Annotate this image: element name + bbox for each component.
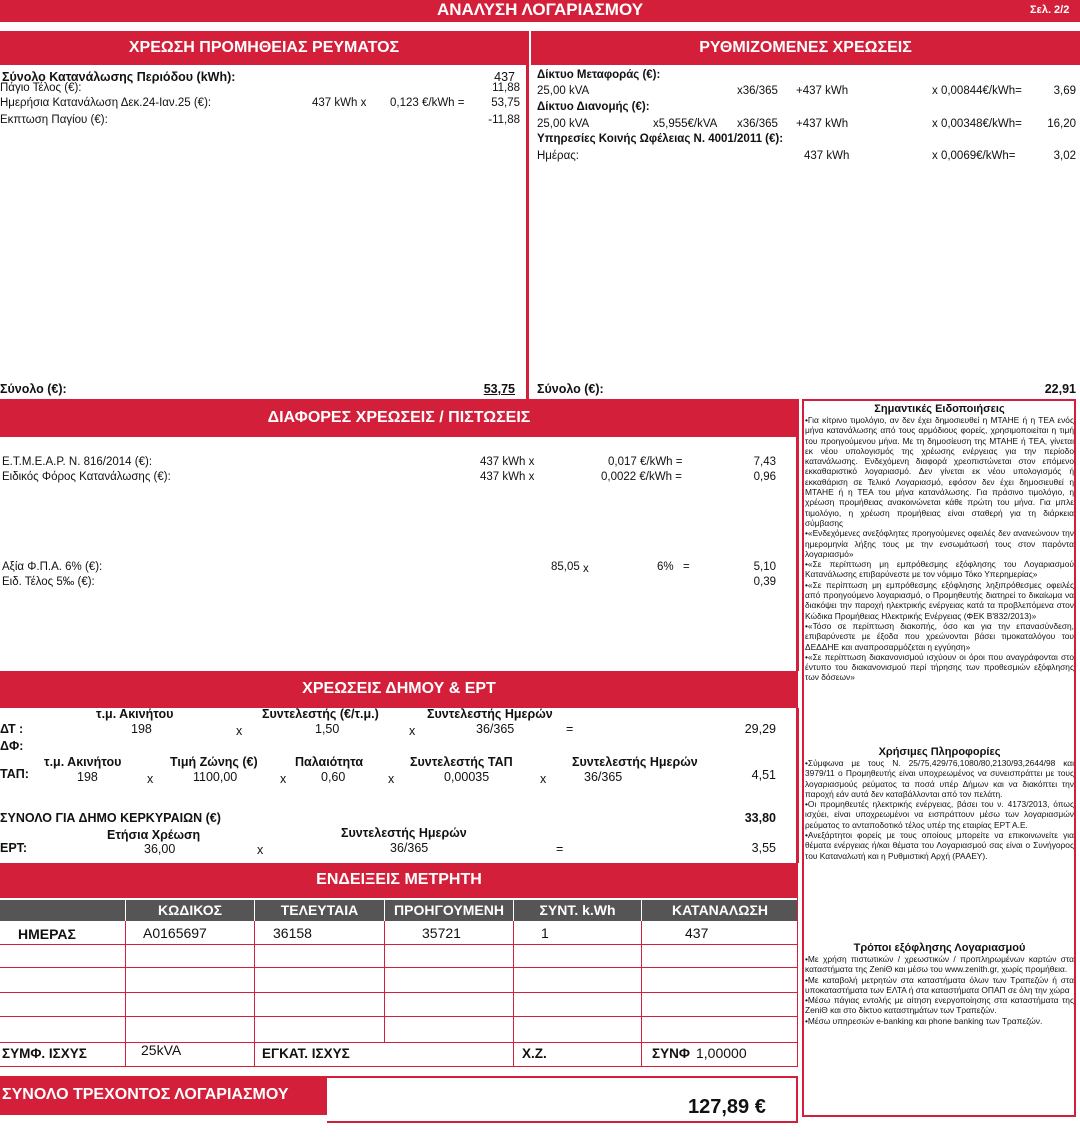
public-value: 3,02 (1053, 150, 1076, 162)
consumption-tax-kwh: 437 kWh x (480, 471, 535, 483)
df-label: ΔΦ: (0, 739, 24, 753)
discount-label: Εκπτωση Παγίου (€): (0, 114, 108, 126)
tap-coef: 0,00035 (444, 770, 490, 784)
distribution-kwh: +437 kWh (796, 118, 849, 130)
dt-value: 29,29 (744, 722, 776, 736)
notice-paragraph: •«Τόσο σε περίπτωση διακοπής, όσο και για την επανασύνδεση, επιβαρύνεστε με έξοδα που χρεώνονται βάσει τιμοκαταλόγου του ΔΕΔΔΗΕ και αναπροσαρμόζεται η εγγύηση» (805, 620, 1074, 652)
synf-value: 1,00000 (696, 1045, 747, 1061)
notice-paragraph: •«Σε περίπτωση μη εμπρόθεσμης εξόφλησης του Λογαριασμού Κατανάλωσης επιβαρύνεστε με τον νόμιμο Τόκο Υπερημερίας» (805, 559, 1074, 580)
supply-right-border (526, 31, 529, 399)
consumption-tax-rate: 0,0022 €/kWh = (601, 471, 682, 483)
meter-col-line-3 (384, 921, 385, 1042)
useful-information-title: Χρήσιμες Πληροφορίες (878, 746, 1001, 758)
municipal-right-border (796, 708, 799, 863)
dt-days-header: Συντελεστής Ημερών (427, 707, 553, 721)
daily-rate: 0,123 €/kWh = (390, 97, 465, 109)
distribution-value: 16,20 (1047, 118, 1076, 130)
distribution-days: x36/365 (737, 118, 778, 130)
misc-right-border (796, 399, 799, 671)
distribution-label: Δίκτυο Διανομής (€): (537, 101, 650, 113)
dt-equals: = (566, 722, 574, 736)
tap-x3: x (388, 772, 395, 786)
special-fee-label: Ειδ. Τέλος 5‰ (€): (2, 576, 95, 588)
meter-last: 36158 (273, 925, 312, 941)
notice-paragraph: •«Σε περίπτωση διακανονισμού ισχύουν οι όροι που αναγράφονται στο έντυπο του διακανονισμού περί τήρησης των προθεσμιών εξόφλησης των δόσεων» (805, 651, 1074, 683)
useful-information (805, 746, 1074, 861)
ert-annual-header: Ετήσια Χρέωση (107, 828, 201, 842)
payment-paragraph: •Με καταβολή μετρητών στα καταστήματα όλων των Τραπεζών ή στα υποκαταστήματα των ΕΛΤΑ ή στα καταστήματα ΟΠΑΠ σε όλη την χώρα (805, 974, 1074, 995)
public-service-label: Υπηρεσίες Κοινής Ωφέλειας Ν. 4001/2011 (€): (537, 133, 784, 145)
ert-x: x (257, 843, 264, 857)
xz-label: Χ.Ζ. (522, 1046, 547, 1061)
vat-value: 5,10 (753, 561, 776, 573)
consumption-value: 437 (494, 70, 515, 84)
grand-total-value: 127,89 € (688, 1096, 766, 1118)
meter-col-line-6 (797, 898, 798, 1066)
tap-zone-header: Τιμή Ζώνης (€) (170, 755, 258, 769)
discount-value: -11,88 (488, 114, 520, 126)
important-notices-title: Σημαντικές Ειδοποιήσεις (874, 403, 1005, 415)
useful-paragraph: •Σύμφωνα με τους Ν. 25/75,429/76,1080/80,2130/93,2644/98 και 3979/11 ο Προμηθευτής είναι υποχρεωμένος να συνεισπράττει με τους λογαριασμούς ρεύματος τα ποσά υπέρ Δήμων και να διακόπτει την παροχή εάν αυτά δεν καταβάλλονται από τον πελάτη. (805, 758, 1074, 799)
tap-x2: x (280, 772, 287, 786)
meter-row-line-6 (0, 1066, 798, 1067)
dt-area-header: τ.μ. Ακινήτου (96, 707, 174, 721)
consumption-tax-label: Ειδικός Φόρος Κατανάλωσης (€): (2, 471, 171, 483)
meter-col-last: ΤΕΛΕΥΤΑΙΑ (255, 900, 384, 921)
meter-col-line-2 (254, 921, 255, 1066)
useful-paragraph: •Οι προμηθευτές ηλεκτρικής ενέργειας, βάσει του ν. 4173/2013, όπως ισχύει, είναι υποχρεωμένοι να εισπράττουν μέσω των λογαριασμών ρεύματος το ανταποδοτικό τέλος υπέρ της εταιρίας ΕΡΤ Α.Ε. (805, 799, 1074, 830)
meter-factor: 1 (541, 925, 549, 941)
meter-col-previous: ΠΡΟΗΓΟΥΜΕΝΗ (385, 900, 513, 921)
meter-title: ΕΝΔΕΙΞΕΙΣ ΜΕΤΡΗΤΗ (316, 871, 482, 888)
meter-col-factor: ΣΥΝΤ. k.Wh (514, 900, 641, 921)
payment-methods (805, 942, 1074, 1026)
municipality-total-label: ΣΥΝΟΛΟ ΓΙΑ ΔΗΜΟ ΚΕΡΚΥΡΑΙΩΝ (€) (0, 811, 221, 825)
ert-annual: 36,00 (144, 842, 176, 856)
consumption-tax-value: 0,96 (753, 471, 776, 483)
contract-power-label: ΣΥΜΦ. ΙΣΧΥΣ (2, 1046, 87, 1061)
payment-paragraph: •Μέσω πάγιας εντολής με αίτηση ενεργοποίησης στα καταστήματα της ZeniΘ και στο δίκτυο καταστημάτων των Τραπεζών. (805, 995, 1074, 1016)
vat-equals: = (683, 561, 690, 573)
grand-total-label: ΣΥΝΟΛΟ ΤΡΕΧΟΝΤΟΣ ΛΟΓΑΡΙΑΣΜΟΥ (2, 1086, 289, 1103)
payment-paragraph: •Μέσω υπηρεσιών e-banking και phone banking των Τραπεζών. (805, 1015, 1043, 1026)
important-notices (805, 403, 1074, 683)
etmear-label: Ε.Τ.Μ.Ε.Α.Ρ. Ν. 816/2014 (€): (2, 456, 153, 468)
dt-coef: 1,50 (315, 722, 340, 736)
tap-days-header: Συντελεστής Ημερών (572, 755, 698, 769)
dt-days: 36/365 (476, 722, 515, 736)
notice-paragraph: •Για κίτρινο τιμολόγιο, αν δεν έχει δημοσιευθεί η ΜΤΑΗΕ ή η ΤΕΑ ενός μήνα κατανάλωσης από τους αρμόδιους φορείς, χρησιμοποιείται η τιμή του προηγούμενου μήνα. Με τη δημοσίευση της ΜΤΑΗΕ ή ΤΕΑ, γίνεται εκ νέου υπολογισμός της χρέωσης ενέργειας για την περίοδο κατανάλωσης. Ενδεχόμενη διαφορά χρεοπιστώνεται στον επόμενο εκκαθαριστικό λογαριασμό. Δεν γίνεται εκ νέου υπολογισμός ή εκκαθάριση σε Τελικό Λογαριασμό, εφόσον δεν έχει δημοσιευθεί η ΜΤΑΗΕ ή η ΤΕΑ του μήνα κατανάλωσης. Για πράσινο τιμολόγιο, η χρέωση προμήθειας ανακοινώνεται κάθε πρώτη του μήνα. Για μπλε τιμολόγιο, η χρέωση προμήθειας είναι σταθερή για τη διάρκεια σύμβασης (805, 415, 1074, 528)
ert-days-header: Συντελεστής Ημερών (341, 826, 467, 840)
vat-base: 85,05 (551, 561, 580, 573)
vat-label: Αξία Φ.Π.Α. 6% (€): (2, 561, 103, 573)
dt-x1: x (236, 724, 243, 738)
regulated-total-value: 22,91 (1044, 382, 1076, 396)
etmear-rate: 0,017 €/kWh = (608, 456, 683, 468)
vat-multiply: x (583, 563, 589, 575)
meter-row-line-5 (0, 1042, 798, 1043)
meter-col-consumption: ΚΑΤΑΝΑΛΩΣΗ (642, 900, 798, 921)
etmear-value: 7,43 (753, 456, 776, 468)
distribution-rate: x 0,00348€/kWh= (932, 118, 1022, 130)
meter-code: A0165697 (143, 925, 207, 941)
supply-title: ΧΡΕΩΣΗ ΠΡΟΜΗΘΕΙΑΣ ΡΕΥΜΑΤΟΣ (128, 39, 400, 56)
municipal-title: ΧΡΕΩΣΕΙΣ ΔΗΜΟΥ & ΕΡΤ (302, 680, 496, 697)
daily-value: 53,75 (491, 97, 520, 109)
transport-kva: 25,00 kVA (537, 85, 590, 97)
distribution-factor: x5,955€/kVA (653, 118, 718, 130)
tap-days: 36/365 (584, 770, 623, 784)
tap-x4: x (540, 772, 547, 786)
ert-value: 3,55 (751, 841, 776, 855)
misc-title: ΔΙΑΦΟΡΕΣ ΧΡΕΩΣΕΙΣ / ΠΙΣΤΩΣΕΙΣ (267, 409, 531, 426)
daily-kwh: 437 kWh x (312, 97, 367, 109)
consumption-label: Σύνολο Κατανάλωσης Περιόδου (kWh): (2, 70, 236, 84)
transport-label: Δίκτυο Μεταφοράς (€): (537, 69, 661, 81)
meter-row-line-4 (0, 1016, 798, 1017)
ert-equals: = (556, 842, 564, 856)
page-number: Σελ. 2/2 (1030, 4, 1070, 16)
tap-area-header: τ.μ. Ακινήτου (44, 755, 122, 769)
public-rate: x 0,0069€/kWh= (932, 150, 1016, 162)
meter-col-line-4 (513, 921, 514, 1066)
meter-consumption: 437 (685, 925, 709, 941)
distribution-kva: 25,00 kVA (537, 118, 590, 130)
meter-col-line-5 (641, 921, 642, 1066)
meter-previous: 35721 (422, 925, 461, 941)
page-title: ΑΝΑΛΥΣΗ ΛΟΓΑΡΙΑΣΜΟΥ (436, 0, 644, 19)
ert-label: ΕΡΤ: (0, 841, 28, 855)
tap-value: 4,51 (751, 768, 776, 782)
tap-label: ΤΑΠ: (0, 767, 29, 781)
notice-paragraph: •«Σε περίπτωση μη εμπρόθεσμης εξόφλησης ληξιπρόθεσμες οφειλές από προηγούμενο λογαριασμό, ο Προμηθευτής διατηρεί το δικαίωμα να διακόψει την παροχή ηλεκτρικής ενέργειας κατά τα προβλεπόμενα στον Κώδικα Προμήθειας Ηλεκτρικής Ενέργειας (ΦΕΚ Β'832/2013)» (805, 579, 1074, 621)
supply-total-label: Σύνολο (€): (0, 382, 67, 396)
installed-power-label: ΕΓΚΑΤ. ΙΣΧΥΣ (262, 1046, 350, 1061)
payment-paragraph: •Με χρήση πιστωτικών / χρεωστικών / προπληρωμένων καρτών στα καταστήματα της ZeniΘ και μέσω του www.zenith.gr, χωρίς προμήθεια. (805, 954, 1074, 975)
special-fee-value: 0,39 (753, 576, 776, 588)
transport-value: 3,69 (1053, 85, 1076, 97)
tap-zone: 1100,00 (193, 770, 238, 784)
dt-coef-header: Συντελεστής (€/τ.μ.) (262, 707, 379, 721)
daily-consumption-label: Ημερήσια Κατανάλωση Δεκ.24-Ιαν.25 (€): (0, 97, 212, 109)
fixed-fee-value: 11,88 (492, 82, 520, 94)
meter-row-line-3 (0, 992, 798, 993)
supply-total-value: 53,75 (483, 382, 515, 396)
fixed-fee-label: Πάγιο Τέλος (€): (0, 82, 82, 94)
tap-x1: x (147, 772, 154, 786)
ert-days: 36/365 (390, 841, 429, 855)
useful-paragraph: •Ανεξάρτητοι φορείς με τους οποίους μπορείτε να επικοινωνείτε για θέματα ενέργειας ή/και θέματα του Λογαριασμού σας είναι ο Συνήγορος του Καταναλωτή και η Ρυθμιστική Αρχή (ΡΑΑΕΥ). (805, 830, 1074, 861)
transport-kwh: +437 kWh (796, 85, 849, 97)
meter-col-line-1 (125, 921, 126, 1066)
meter-label-col-header (0, 900, 125, 921)
transport-days: x36/365 (737, 85, 778, 97)
meter-row-line-1 (0, 944, 798, 945)
regulated-title: ΡΥΘΜΙΖΟΜΕΝΕΣ ΧΡΕΩΣΕΙΣ (699, 39, 912, 56)
public-day-label: Ημέρας: (537, 150, 579, 162)
vat-percent: 6% (657, 561, 674, 573)
payment-methods-title: Τρόποι εξόφλησης Λογαριασμού (853, 942, 1026, 954)
notice-paragraph: •«Ενδεχόμενες ανεξόφλητες προηγούμενες οφειλές δεν ανανεώνουν την ημερομηνία λήξης τους με την ενσωμάτωσή τους στον παρόντα λογαριασμό» (805, 528, 1074, 559)
regulated-total-label: Σύνολο (€): (537, 382, 604, 396)
meter-row-label: ΗΜΕΡΑΣ (18, 926, 76, 942)
tap-age: 0,60 (321, 770, 346, 784)
etmear-kwh: 437 kWh x (480, 456, 535, 468)
meter-row-line-2 (0, 967, 798, 968)
tap-area: 198 (77, 770, 98, 784)
contract-power-value: 25kVA (141, 1042, 182, 1058)
dt-label: ΔΤ : (0, 722, 24, 736)
tap-age-header: Παλαιότητα (295, 755, 364, 769)
dt-x2: x (409, 724, 416, 738)
meter-col-code: ΚΩΔΙΚΟΣ (126, 900, 254, 921)
dt-area: 198 (131, 722, 152, 736)
synf-label: ΣΥΝΦ (652, 1046, 690, 1061)
municipality-total-value: 33,80 (744, 811, 776, 825)
tap-coef-header: Συντελεστής ΤΑΠ (410, 755, 513, 769)
public-kwh: 437 kWh (804, 150, 850, 162)
transport-rate: x 0,00844€/kWh= (932, 85, 1022, 97)
